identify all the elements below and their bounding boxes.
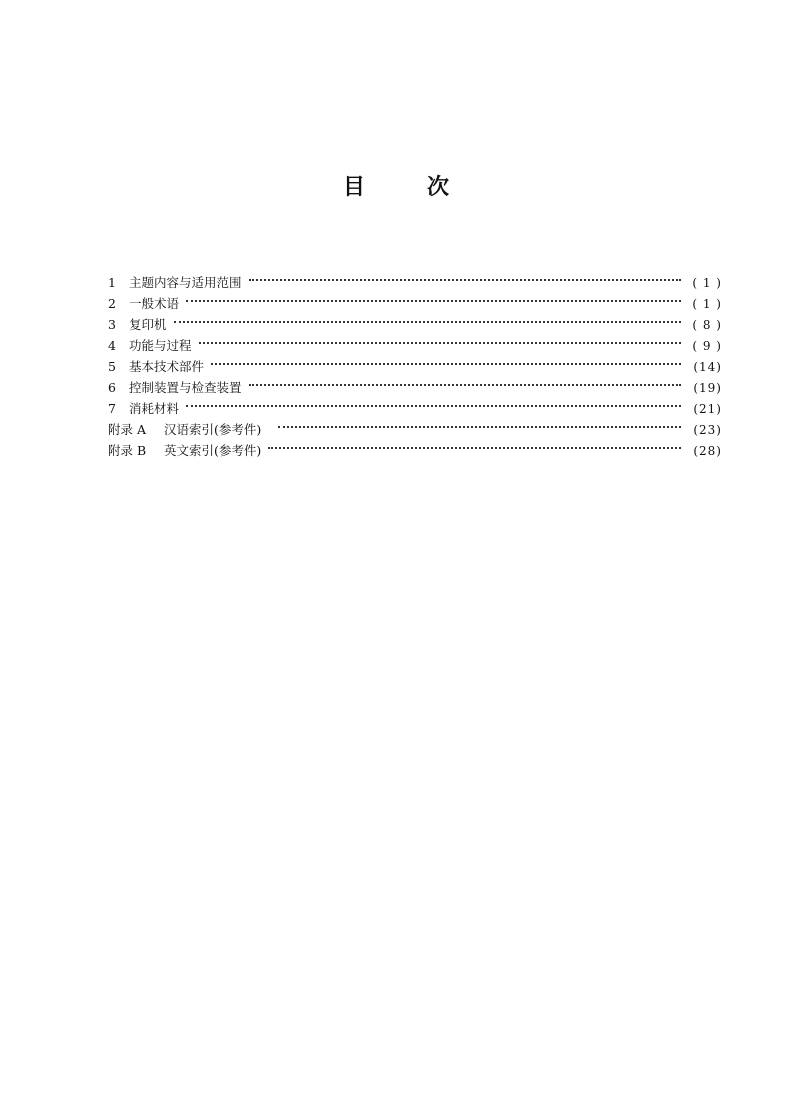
page-title bbox=[0, 170, 792, 201]
toc-dot-leader bbox=[249, 266, 681, 287]
toc-entry-number: 5 bbox=[108, 359, 116, 374]
toc-entry-appendix-a[interactable] bbox=[108, 413, 722, 437]
toc-entry-page: ( 8 ) bbox=[692, 318, 722, 332]
toc-dot-leader bbox=[186, 287, 681, 308]
toc-entry-number: 1 bbox=[108, 275, 116, 290]
toc-entry-page: ( 9 ) bbox=[692, 339, 722, 353]
toc-dot-leader bbox=[199, 329, 681, 350]
toc-entry-page: (28) bbox=[693, 444, 722, 458]
page-title-part1: 目 bbox=[342, 175, 365, 200]
toc-entry-5[interactable] bbox=[108, 350, 722, 374]
toc-entry-title: 英文索引(参考件) bbox=[164, 443, 262, 458]
page-title-part2: 次 bbox=[427, 175, 450, 200]
table-of-contents bbox=[108, 266, 722, 458]
toc-entry-4[interactable] bbox=[108, 329, 722, 353]
toc-entry-number: 4 bbox=[108, 338, 116, 353]
toc-dot-leader bbox=[174, 308, 681, 329]
toc-entry-title: 控制装置与检查装置 bbox=[129, 380, 242, 395]
toc-entry-title: 功能与过程 bbox=[129, 338, 192, 353]
toc-entry-3[interactable] bbox=[108, 308, 722, 332]
toc-entry-number: 3 bbox=[108, 317, 116, 332]
toc-entry-number: 7 bbox=[108, 401, 116, 416]
toc-entry-title: 汉语索引(参考件) bbox=[164, 422, 262, 437]
toc-entry-title: 主题内容与适用范围 bbox=[129, 275, 242, 290]
toc-dot-leader bbox=[278, 413, 681, 434]
toc-dot-leader bbox=[268, 434, 681, 455]
toc-entry-number: 附录 A bbox=[108, 422, 147, 437]
toc-entry-title: 消耗材料 bbox=[129, 401, 180, 416]
toc-entry-title: 基本技术部件 bbox=[129, 359, 205, 374]
toc-entry-page: (19) bbox=[693, 381, 722, 395]
toc-dot-leader bbox=[211, 350, 681, 371]
toc-entry-page: (21) bbox=[693, 402, 722, 416]
toc-entry-page: ( 1 ) bbox=[692, 276, 722, 290]
toc-entry-number: 6 bbox=[108, 380, 116, 395]
toc-entry-page: (14) bbox=[693, 360, 722, 374]
toc-entry-number: 附录 B bbox=[108, 443, 147, 458]
toc-entry-page: (23) bbox=[693, 423, 722, 437]
toc-entry-title: 一般术语 bbox=[129, 296, 180, 311]
toc-entry-1[interactable] bbox=[108, 266, 722, 290]
toc-entry-page: ( 1 ) bbox=[692, 297, 722, 311]
toc-dot-leader bbox=[249, 371, 681, 392]
toc-dot-leader bbox=[186, 392, 681, 413]
toc-entry-2[interactable] bbox=[108, 287, 722, 311]
toc-entry-7[interactable] bbox=[108, 392, 722, 416]
toc-entry-title: 复印机 bbox=[129, 317, 167, 332]
toc-entry-number: 2 bbox=[108, 296, 116, 311]
